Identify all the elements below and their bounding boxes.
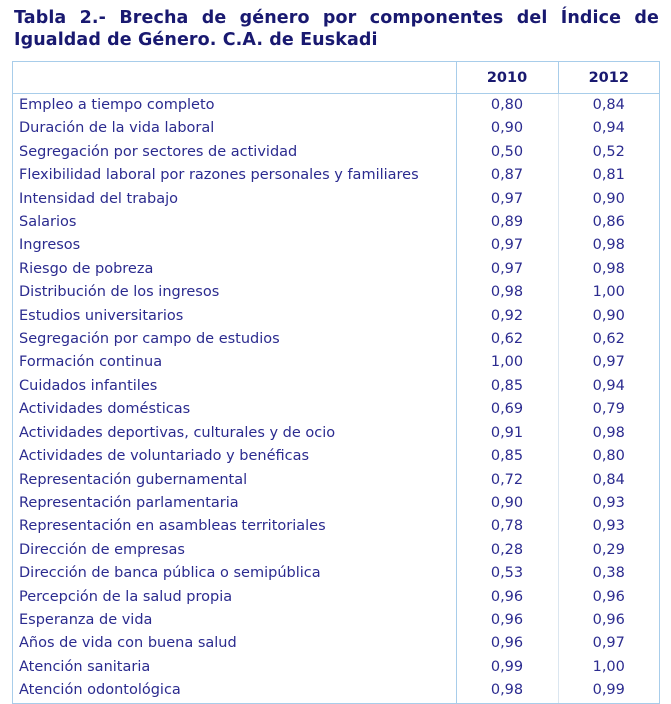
gender-gap-table-container xyxy=(12,61,660,704)
cell-value-2012: 0,97 xyxy=(592,635,625,652)
column-header-2010: 2010 xyxy=(456,62,558,94)
table-row xyxy=(13,258,659,281)
cell-value-2012: 1,00 xyxy=(592,658,625,675)
table-header xyxy=(13,62,659,94)
row-label: Atención odontológica xyxy=(13,679,456,702)
row-label: Estudios universitarios xyxy=(13,305,456,328)
table-row xyxy=(13,586,659,609)
table-row xyxy=(13,679,659,702)
row-label: Flexibilidad laboral por razones personales y familiares xyxy=(13,164,456,187)
row-label: Empleo a tiempo completo xyxy=(13,94,456,118)
row-label: Representación en asambleas territoriales xyxy=(13,515,456,538)
cell-value-2010: 0,99 xyxy=(456,656,558,679)
cell-value-2012: 0,86 xyxy=(592,214,625,231)
column-header-2012: 2012 xyxy=(558,62,659,94)
row-label: Cuidados infantiles xyxy=(13,375,456,398)
cell-value-2010: 0,96 xyxy=(456,609,558,632)
cell-value-2012: 0,94 xyxy=(592,120,625,137)
column-header-component xyxy=(13,62,456,94)
row-label: Segregación por campo de estudios xyxy=(13,328,456,351)
row-label: Segregación por sectores de actividad xyxy=(13,141,456,164)
cell-value-2010: 0,80 xyxy=(456,94,558,118)
table-row xyxy=(13,656,659,679)
row-label: Duración de la vida laboral xyxy=(13,117,456,140)
cell-value-2012: 0,52 xyxy=(592,143,625,160)
cell-value-2010: 0,97 xyxy=(456,258,558,281)
cell-value-2012: 0,93 xyxy=(592,494,625,511)
row-label: Riesgo de pobreza xyxy=(13,258,456,281)
table-row xyxy=(13,328,659,351)
table-row xyxy=(13,281,659,304)
table-body xyxy=(13,94,659,703)
row-label: Percepción de la salud propia xyxy=(13,586,456,609)
cell-value-2010: 0,90 xyxy=(456,492,558,515)
cell-value-2012: 0,79 xyxy=(592,401,625,418)
row-label: Representación gubernamental xyxy=(13,469,456,492)
cell-value-2012: 0,97 xyxy=(592,354,625,371)
cell-value-2010: 0,62 xyxy=(456,328,558,351)
row-label: Años de vida con buena salud xyxy=(13,632,456,655)
cell-value-2012: 0,94 xyxy=(592,377,625,394)
table-row xyxy=(13,188,659,211)
table-row xyxy=(13,375,659,398)
cell-value-2010: 0,97 xyxy=(456,188,558,211)
cell-value-2010: 1,00 xyxy=(456,351,558,374)
row-label: Dirección de empresas xyxy=(13,539,456,562)
table-row xyxy=(13,234,659,257)
table-row xyxy=(13,422,659,445)
cell-value-2012: 0,80 xyxy=(592,448,625,465)
table-row xyxy=(13,398,659,421)
cell-value-2012: 0,84 xyxy=(592,97,625,113)
cell-value-2010: 0,92 xyxy=(456,305,558,328)
table-row xyxy=(13,562,659,585)
cell-value-2010: 0,72 xyxy=(456,469,558,492)
table-row xyxy=(13,515,659,538)
row-label: Actividades domésticas xyxy=(13,398,456,421)
row-label: Distribución de los ingresos xyxy=(13,281,456,304)
table-row xyxy=(13,609,659,632)
cell-value-2012: 0,81 xyxy=(592,167,625,184)
cell-value-2010: 0,90 xyxy=(456,117,558,140)
cell-value-2010: 0,97 xyxy=(456,234,558,257)
row-label: Dirección de banca pública o semipública xyxy=(13,562,456,585)
cell-value-2010: 0,96 xyxy=(456,632,558,655)
table-row xyxy=(13,492,659,515)
table-row xyxy=(13,469,659,492)
table-title xyxy=(0,0,671,51)
cell-value-2012: 0,96 xyxy=(592,588,625,605)
table-row xyxy=(13,632,659,655)
cell-value-2010: 0,85 xyxy=(456,445,558,468)
cell-value-2012: 1,00 xyxy=(592,284,625,301)
table-row xyxy=(13,211,659,234)
cell-value-2010: 0,69 xyxy=(456,398,558,421)
cell-value-2010: 0,50 xyxy=(456,141,558,164)
table-row xyxy=(13,164,659,187)
cell-value-2010: 0,28 xyxy=(456,539,558,562)
row-label: Ingresos xyxy=(13,234,456,257)
cell-value-2012: 0,90 xyxy=(592,190,625,207)
table-row xyxy=(13,117,659,140)
cell-value-2012: 0,98 xyxy=(592,260,625,277)
row-label: Representación parlamentaria xyxy=(13,492,456,515)
table-title-line-1: Tabla 2.- Brecha de género por componentes del Índice de xyxy=(14,8,659,28)
cell-value-2010: 0,78 xyxy=(456,515,558,538)
cell-value-2012: 0,84 xyxy=(592,471,625,488)
cell-value-2012: 0,38 xyxy=(592,565,625,582)
table-row xyxy=(13,445,659,468)
cell-value-2010: 0,91 xyxy=(456,422,558,445)
row-label: Actividades de voluntariado y benéficas xyxy=(13,445,456,468)
table-header-row xyxy=(13,62,659,94)
cell-value-2012: 0,90 xyxy=(592,307,625,324)
row-label: Atención sanitaria xyxy=(13,656,456,679)
cell-value-2012: 0,29 xyxy=(592,541,625,558)
cell-value-2012: 0,99 xyxy=(592,682,625,699)
table-row xyxy=(13,305,659,328)
cell-value-2010: 0,96 xyxy=(456,586,558,609)
cell-value-2012: 0,98 xyxy=(592,237,625,254)
gender-gap-table xyxy=(13,62,659,703)
cell-value-2012: 0,93 xyxy=(592,518,625,535)
cell-value-2010: 0,87 xyxy=(456,164,558,187)
row-label: Actividades deportivas, culturales y de ocio xyxy=(13,422,456,445)
row-label: Intensidad del trabajo xyxy=(13,188,456,211)
table-row xyxy=(13,351,659,374)
cell-value-2010: 0,98 xyxy=(456,281,558,304)
table-row xyxy=(13,141,659,164)
row-label: Salarios xyxy=(13,211,456,234)
cell-value-2010: 0,85 xyxy=(456,375,558,398)
cell-value-2010: 0,89 xyxy=(456,211,558,234)
table-row xyxy=(13,94,659,118)
cell-value-2010: 0,98 xyxy=(456,679,558,702)
cell-value-2012: 0,96 xyxy=(592,611,625,628)
table-title-line-2: Igualdad de Género. C.A. de Euskadi xyxy=(14,30,378,50)
table-row xyxy=(13,539,659,562)
cell-value-2010: 0,53 xyxy=(456,562,558,585)
cell-value-2012: 0,62 xyxy=(592,331,625,348)
row-label: Formación continua xyxy=(13,351,456,374)
cell-value-2012: 0,98 xyxy=(592,424,625,441)
row-label: Esperanza de vida xyxy=(13,609,456,632)
